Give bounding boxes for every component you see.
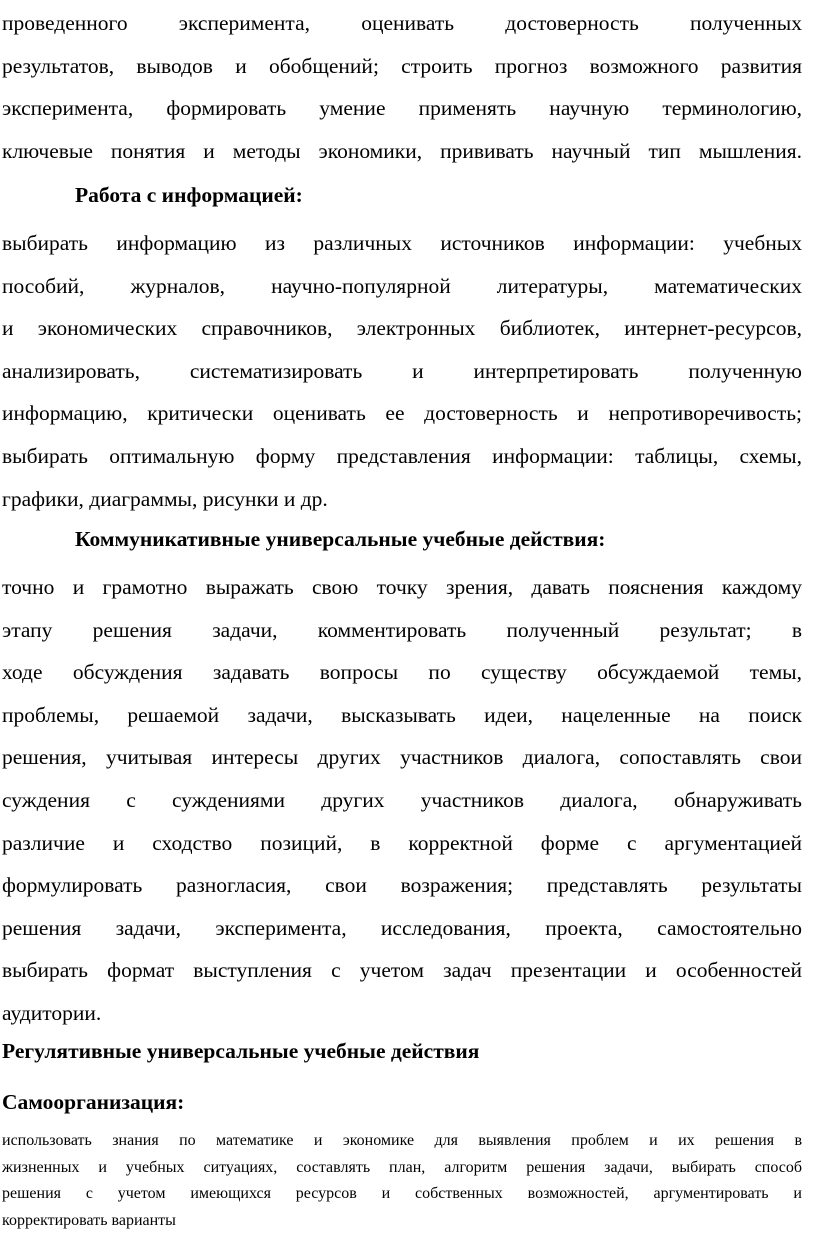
text-line: выбирать информацию из различных источников информации: учебных: [2, 231, 802, 255]
text-line: суждения с суждениями других участников диалога, обнаруживать: [2, 787, 802, 812]
paragraph-information: [2, 222, 802, 520]
text-line: и экономических справочников, электронных библиотек, интернет-ресурсов,: [2, 316, 802, 341]
text-line: этапу решения задачи, комментировать полученный результат; в: [2, 617, 802, 642]
paragraph-communicative: [2, 566, 802, 1035]
heading-regulatory: Регулятивные универсальные учебные действия: [2, 1039, 480, 1063]
text-line: информацию, критически оценивать ее достоверность и непротиворечивость;: [2, 401, 802, 426]
text-line: решения задачи, эксперимента, исследования, проекта, самостоятельно: [2, 915, 802, 940]
text-line: точно и грамотно выражать свою точку зрения, давать пояснения каждому: [2, 575, 802, 599]
text-line: решения с учетом имеющихся ресурсов и собственных возможностей, аргументировать и: [2, 1185, 802, 1202]
text-line: ключевые понятия и методы экономики, прививать научный тип мышления.: [2, 138, 802, 163]
text-line: формулировать разногласия, свои возражения; представлять результаты: [2, 873, 802, 898]
text-line: использовать знания по математике и экономике для выявления проблем и их решения в: [2, 1132, 802, 1149]
text-line: выбирать формат выступления с учетом задач презентации и особенностей: [2, 958, 802, 983]
text-line: жизненных и учебных ситуациях, составлять план, алгоритм решения задачи, выбирать способ: [2, 1158, 802, 1176]
paragraph-experiment: [2, 2, 802, 172]
heading-communicative: Коммуникативные универсальные учебные действия:: [75, 527, 606, 551]
text-line: корректировать варианты: [2, 1211, 176, 1229]
text-line: проблемы, решаемой задачи, высказывать идеи, нацеленные на поиск: [2, 702, 802, 727]
text-line: графики, диаграммы, рисунки и др.: [2, 486, 328, 511]
text-line: проведенного эксперимента, оценивать достоверность полученных: [2, 11, 802, 35]
text-line: ходе обсуждения задавать вопросы по существу обсуждаемой темы,: [2, 660, 802, 685]
text-line: результатов, выводов и обобщений; строить прогноз возможного развития: [2, 53, 802, 78]
text-line: анализировать, систематизировать и интерпретировать полученную: [2, 358, 802, 383]
paragraph-self-organization: [2, 1128, 802, 1234]
heading-self-organization: Самоорганизация:: [2, 1090, 185, 1114]
text-line: аудитории.: [2, 1000, 102, 1025]
text-line: выбирать оптимальную форму представления информации: таблицы, схемы,: [2, 443, 802, 468]
text-line: эксперимента, формировать умение применять научную терминологию,: [2, 96, 802, 121]
heading-information: Работа с информацией:: [75, 183, 303, 207]
text-line: пособий, журналов, научно-популярной литературы, математических: [2, 273, 802, 298]
text-line: решения, учитывая интересы других участников диалога, сопоставлять свои: [2, 745, 802, 770]
text-line: различие и сходство позиций, в корректной форме с аргументацией: [2, 830, 802, 855]
